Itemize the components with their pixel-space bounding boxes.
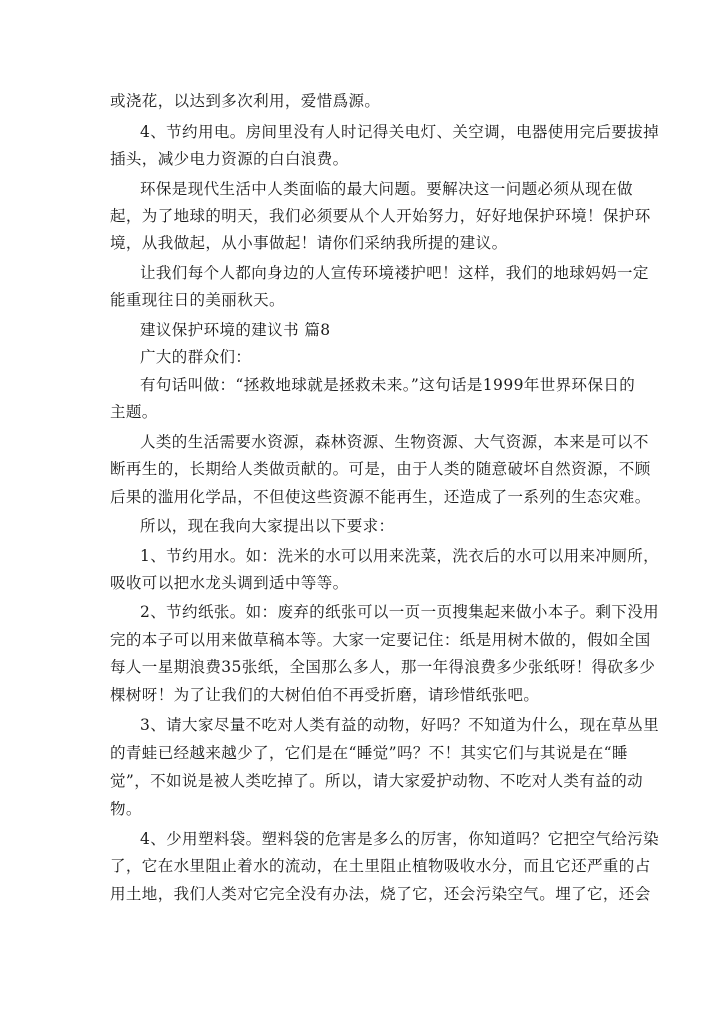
text-line: 2、节约纸张。如：废弃的纸张可以一页一页搜集起来做小本子。剩下没用 — [140, 603, 660, 621]
text-line: 让我们每个人都向身边的人宣传环境褛护吧！这样，我们的地球妈妈一定 — [140, 264, 649, 282]
text-line: 4、节约用电。房间里没有人时记得关电灯、关空调，电器使用完后要拔掉 — [140, 123, 660, 141]
text-line: 环保是现代生活中人类面临的最大问题。要解决这一问题必须从现在做 — [140, 180, 633, 198]
text-line: 觉”，不如说是被人类吃掉了。所以，请大家爱护动物、不吃对人类有益的动 — [110, 772, 644, 790]
text-line: 主题。 — [110, 403, 158, 421]
text-line: 境，从我做起，从小事做起！请你们采纳我所提的建议。 — [110, 234, 508, 252]
text-line: 或浇花，以达到多次利用，爱惜爲源。 — [110, 92, 381, 110]
salutation: 广大的群众们： — [140, 348, 252, 366]
text-line: 物。 — [110, 800, 142, 818]
text-line: 能重现往日的美丽秋天。 — [110, 291, 285, 309]
text-line: 有句话叫做：“拯救地球就是拯救未来。”这句话是1999年世界环保日的 — [140, 376, 636, 394]
text-line: 的青蛙已经越来越少了，它们是在“睡觉”吗？不！其实它们与其说是在“睡 — [110, 744, 628, 762]
text-line: 后果的滥用化学品，不但使这些资源不能再生，还造成了一系列的生态灾难。 — [110, 488, 651, 506]
text-line: 4、少用塑料袋。塑料袋的危害是多么的厉害，你知道吗？它把空气给污染 — [140, 830, 660, 848]
text-line: 起，为了地球的明天，我们必须要从个人开始努力，好好地保护环境！保护环 — [110, 207, 651, 225]
text-line: 断再生的，长期给人类做贡献的。可是，由于人类的随意破坏自然资源，不顾 — [110, 460, 651, 478]
text-line: 用土地，我们人类对它完全没有办法，烧了它，还会污染空气。埋了它，还会 — [110, 885, 651, 903]
section-heading: 建议保护环境的建议书 篇8 — [140, 321, 331, 339]
text-line: 完的本子可以用来做草稿本等。大家一定要记住：纸是用树木做的，假如全国 — [110, 631, 651, 649]
text-line: 了，它在水里阻止着水的流动，在土里阻止植物吸收水分，而且它还严重的占 — [110, 857, 651, 875]
text-line: 插头，减少电力资源的白白浪费。 — [110, 150, 349, 168]
text-line: 3、请大家尽量不吃对人类有益的动物，好吗？不知道为什么，现在草丛里 — [140, 716, 660, 734]
text-line: 每人一星期浪费35张纸，全国那么多人，那一年得浪费多少张纸呀！得砍多少 — [110, 658, 656, 676]
text-line: 吸收可以把水龙头调到适中等等。 — [110, 574, 349, 592]
text-line: 棵树呀！为了让我们的大树伯伯不再受折磨，请珍惜纸张吧。 — [110, 686, 540, 704]
text-line: 所以，现在我向大家提出以下要求： — [140, 517, 395, 535]
text-line: 1、节约用水。如：洗米的水可以用来洗菜，洗衣后的水可以用来冲厕所， — [140, 547, 660, 565]
text-line: 人类的生活需要水资源，森林资源、生物资源、大气资源，本来是可以不 — [140, 433, 649, 451]
